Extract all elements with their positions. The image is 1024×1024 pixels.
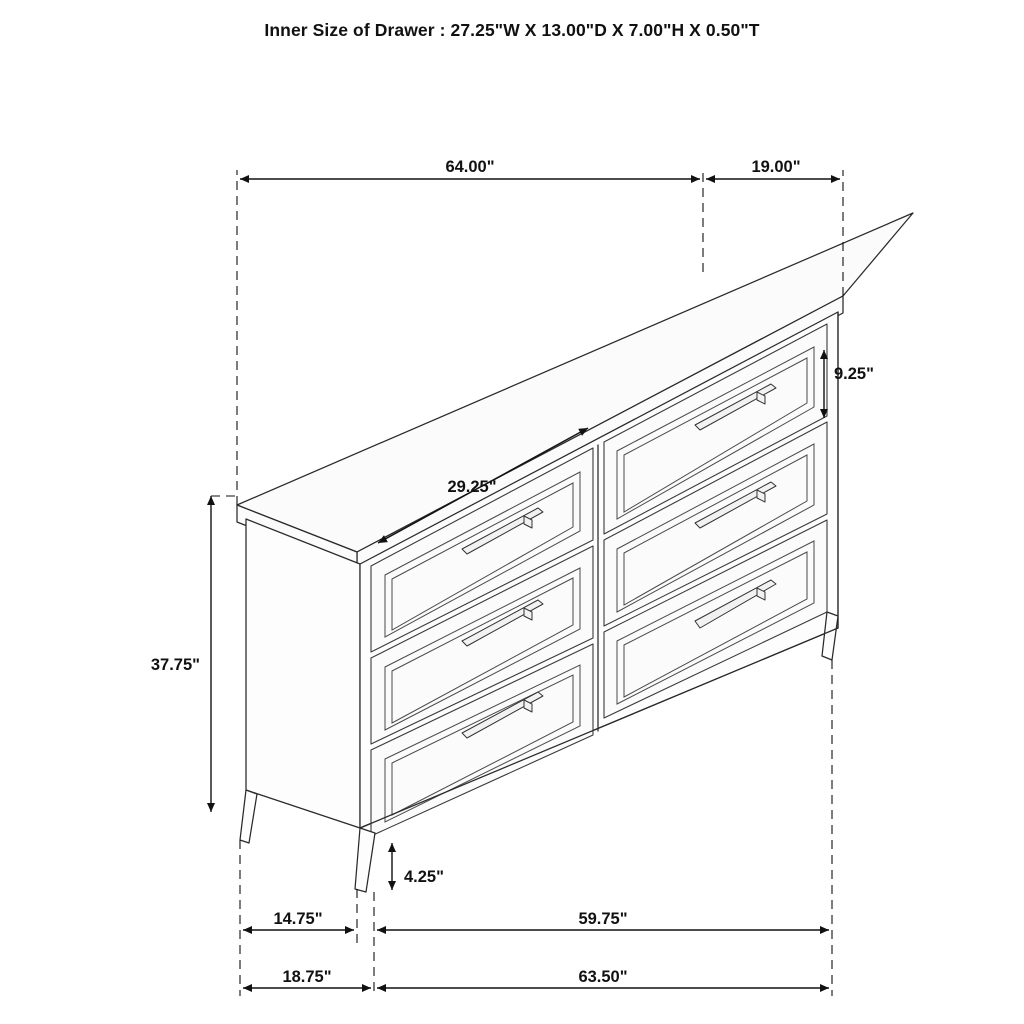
dresser-illustration — [237, 213, 913, 892]
leg-back-left — [240, 790, 257, 843]
dim-label-front-base-width: 59.75" — [578, 910, 628, 928]
dim-label-top-depth: 19.00" — [751, 158, 801, 176]
leg-front-left — [355, 828, 375, 892]
dim-label-leg-height: 4.25" — [404, 868, 444, 886]
dim-label-side-top-depth: 18.75" — [282, 968, 332, 986]
dresser-left-side-panel — [246, 519, 360, 828]
dim-label-diagonal-depth: 29.25" — [447, 478, 497, 496]
dim-label-overall-height: 37.75" — [150, 656, 200, 674]
dim-label-top-drawer-height: 9.25" — [834, 365, 874, 383]
dim-label-top-width: 64.00" — [445, 158, 495, 176]
dim-label-side-base-depth: 14.75" — [273, 910, 323, 928]
dim-label-front-top-width: 63.50" — [578, 968, 628, 986]
page-title: Inner Size of Drawer : 27.25"W X 13.00"D X 7.00"H X 0.50"T — [264, 20, 760, 40]
